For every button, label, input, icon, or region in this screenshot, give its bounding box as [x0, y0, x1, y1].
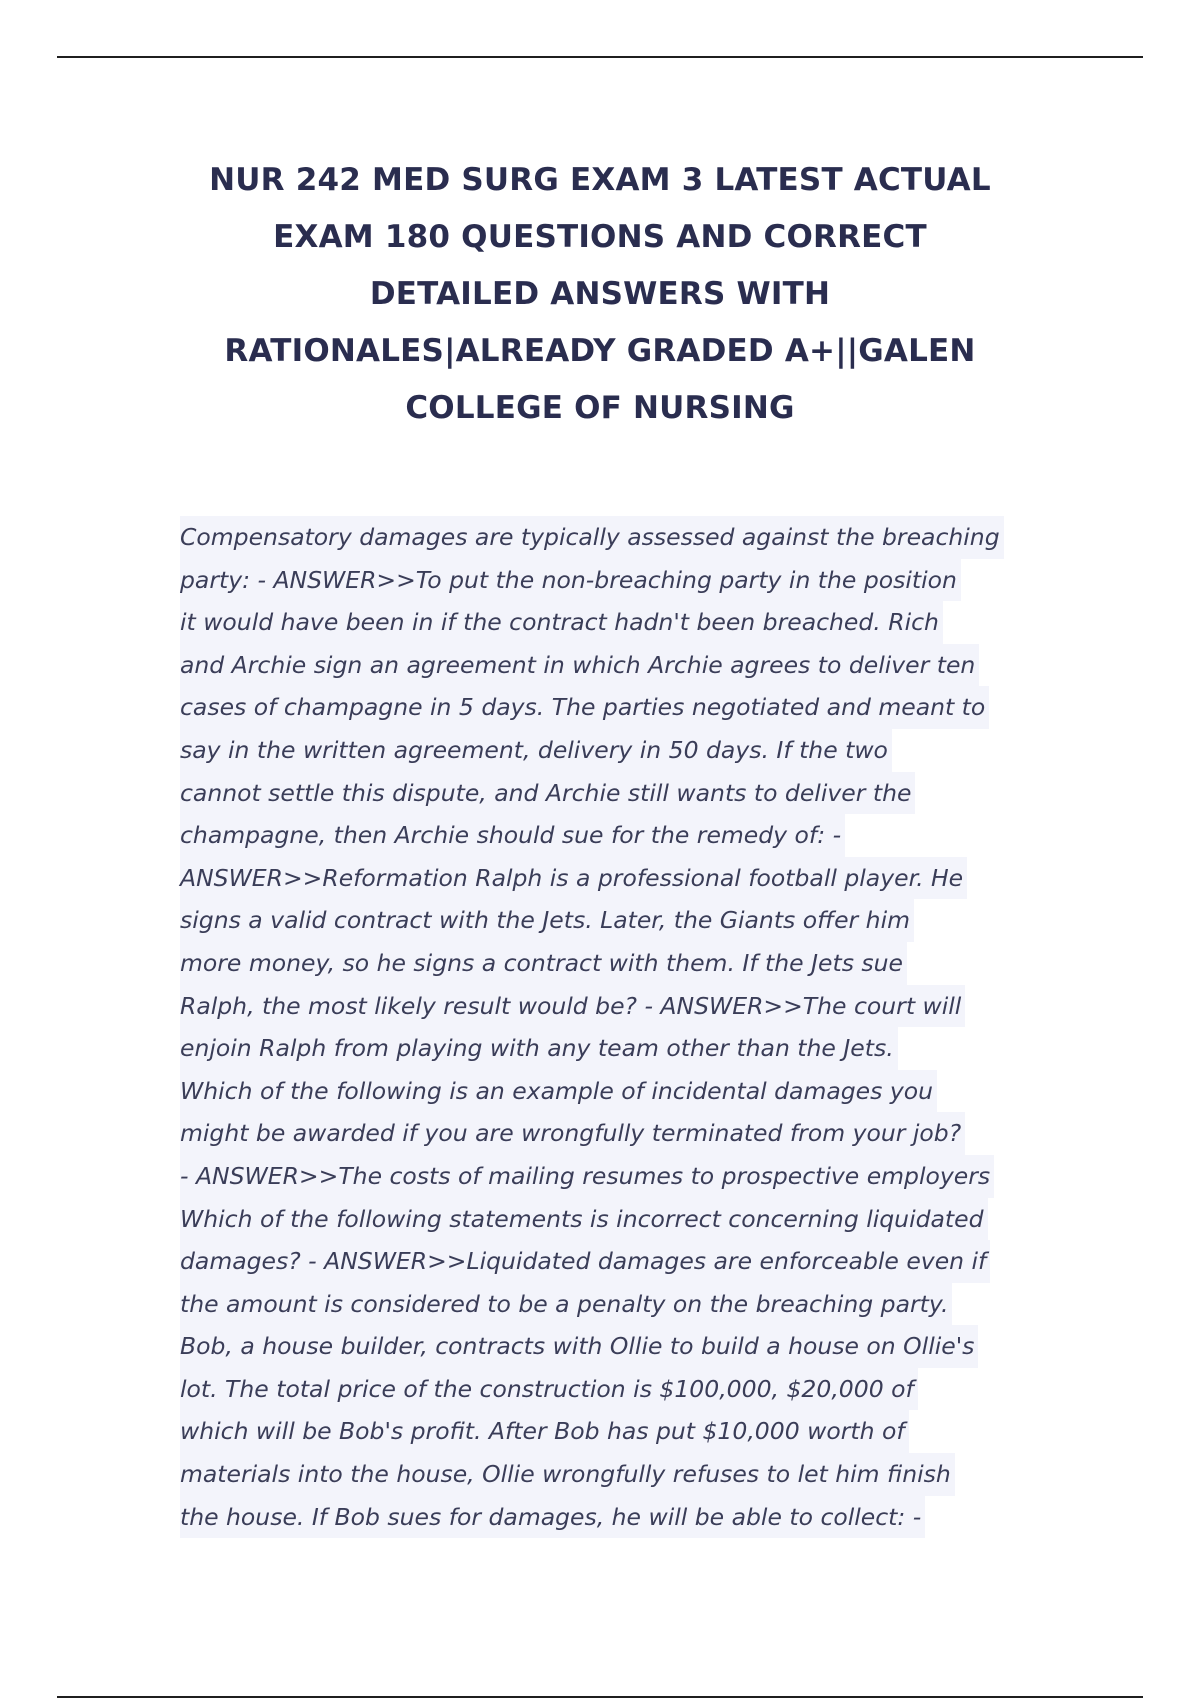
title-line: COLLEGE OF NURSING	[405, 390, 795, 426]
body-line: cases of champagne in 5 days. The parties negotiated and meant to	[180, 686, 989, 729]
title-line: RATIONALES|ALREADY GRADED A+||GALEN	[224, 333, 976, 369]
body-line: and Archie sign an agreement in which Archie agrees to deliver ten	[180, 644, 979, 687]
body-line: it would have been in if the contract hadn't been breached. Rich	[180, 601, 943, 644]
body-line: say in the written agreement, delivery in 50 days. If the two	[180, 729, 892, 772]
body-line: Bob, a house builder, contracts with Ollie to build a house on Ollie's	[180, 1325, 978, 1368]
body-line: Which of the following is an example of incidental damages you	[180, 1070, 937, 1113]
title-line: NUR 242 MED SURG EXAM 3 LATEST ACTUAL	[209, 162, 991, 198]
body-line: might be awarded if you are wrongfully terminated from your job?	[180, 1112, 965, 1155]
body-line: ANSWER>>Reformation Ralph is a professional football player. He	[180, 857, 967, 900]
body-line: the amount is considered to be a penalty on the breaching party.	[180, 1283, 952, 1326]
body-line: enjoin Ralph from playing with any team other than the Jets.	[180, 1027, 898, 1070]
title-line: EXAM 180 QUESTIONS AND CORRECT	[273, 219, 927, 255]
body-line: damages? - ANSWER>>Liquidated damages are enforceable even if	[180, 1240, 990, 1283]
body-line: champagne, then Archie should sue for the remedy of: -	[180, 814, 845, 857]
document-body	[180, 516, 1020, 1538]
top-rule	[57, 56, 1143, 58]
title-line: DETAILED ANSWERS WITH	[369, 276, 831, 312]
body-line: cannot settle this dispute, and Archie still wants to deliver the	[180, 772, 915, 815]
body-line: Which of the following statements is incorrect concerning liquidated	[180, 1198, 988, 1241]
body-line: Compensatory damages are typically assessed against the breaching	[180, 516, 1004, 559]
document-title	[140, 152, 1060, 437]
body-line: - ANSWER>>The costs of mailing resumes to prospective employers	[180, 1155, 994, 1198]
body-line: which will be Bob's profit. After Bob has put $10,000 worth of	[180, 1410, 909, 1453]
body-line: party: - ANSWER>>To put the non-breaching party in the position	[180, 559, 961, 602]
body-line: Ralph, the most likely result would be? - ANSWER>>The court will	[180, 985, 965, 1028]
body-line: materials into the house, Ollie wrongfully refuses to let him finish	[180, 1453, 955, 1496]
body-line: the house. If Bob sues for damages, he will be able to collect: -	[180, 1496, 925, 1539]
bottom-rule	[57, 1696, 1143, 1698]
body-line: signs a valid contract with the Jets. Later, the Giants offer him	[180, 899, 914, 942]
body-line: more money, so he signs a contract with them. If the Jets sue	[180, 942, 907, 985]
body-line: lot. The total price of the construction is $100,000, $20,000 of	[180, 1368, 918, 1411]
